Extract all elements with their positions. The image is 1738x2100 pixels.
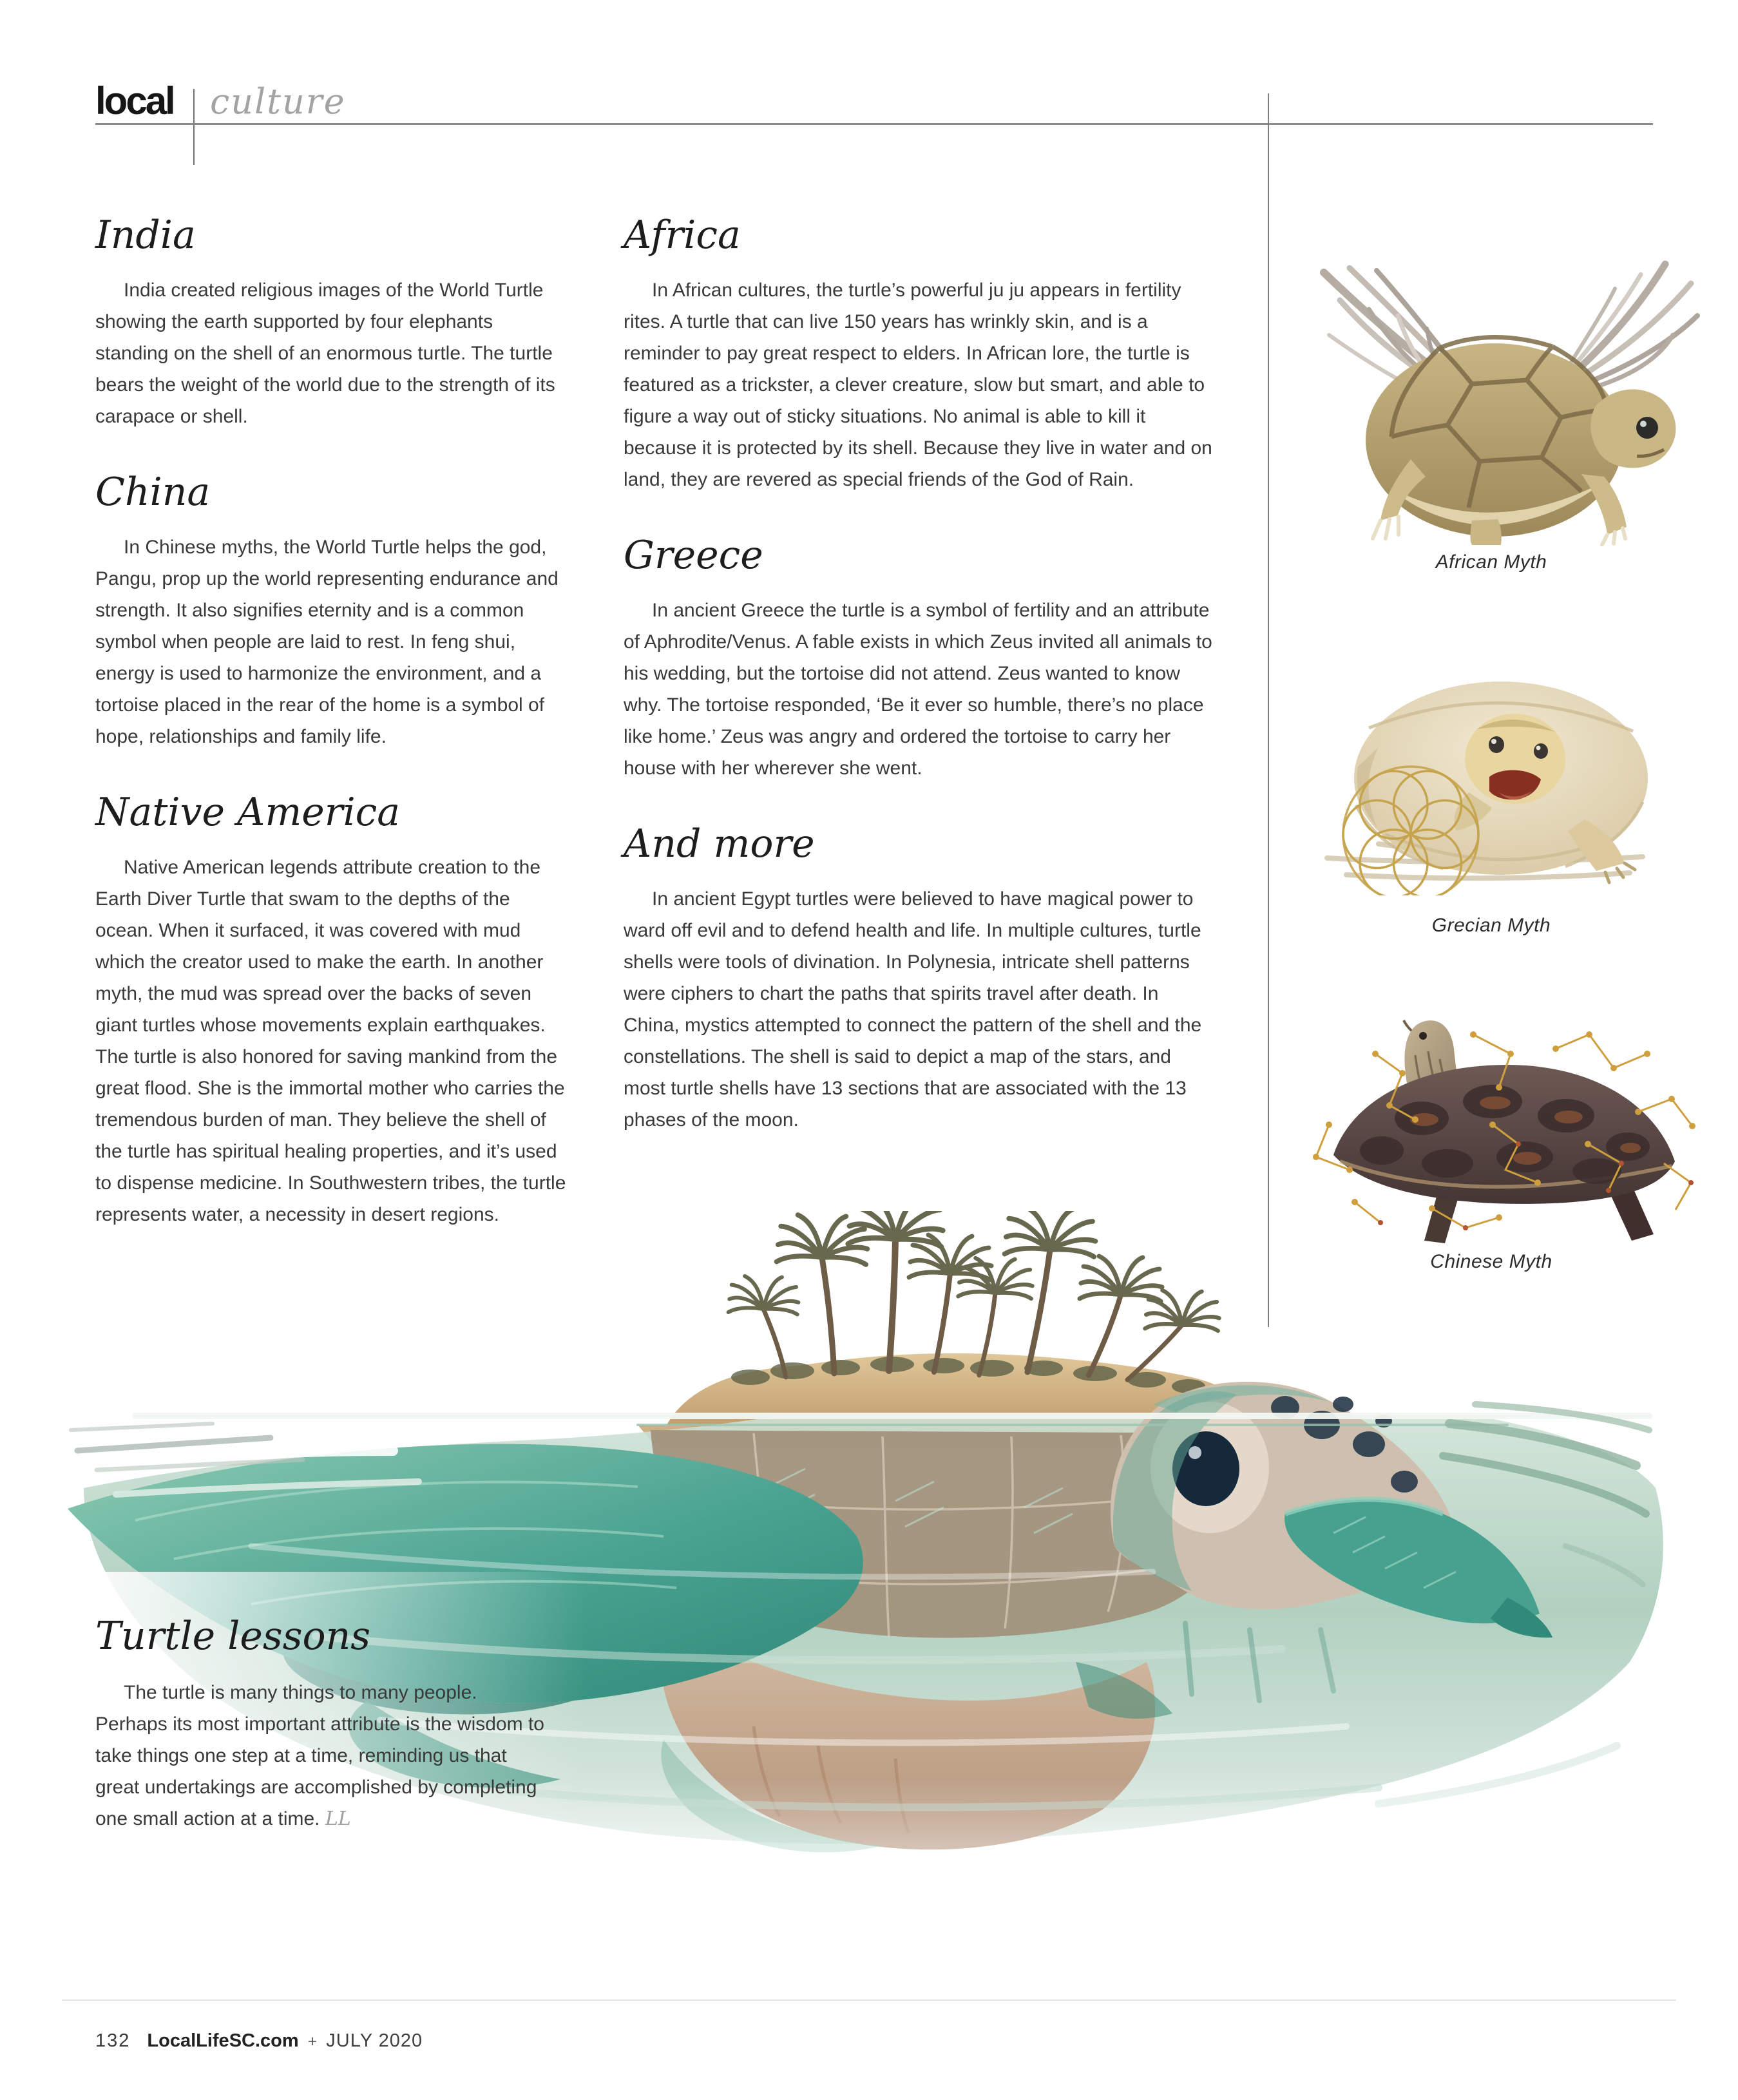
caption-grecian-myth: Grecian Myth <box>1431 915 1551 936</box>
tortoise-in-shell-illustration <box>1308 670 1681 895</box>
hind-left-leg <box>1471 519 1502 545</box>
figure-grecian-myth <box>1308 670 1681 895</box>
article-india <box>95 213 567 432</box>
article-greece <box>624 533 1216 784</box>
masthead-divider <box>193 89 195 165</box>
site-name: LocalLifeSC.com <box>147 2030 299 2051</box>
masthead-rule <box>95 123 1653 125</box>
end-mark: LL <box>325 1808 351 1830</box>
tortoise-head <box>1590 389 1676 468</box>
figure-african-myth <box>1279 237 1704 546</box>
left-column <box>95 213 567 1230</box>
article-africa <box>624 213 1216 495</box>
winged-tortoise-illustration <box>1279 237 1704 546</box>
article-body <box>95 1677 550 1835</box>
article-body: In ancient Greece the turtle is a symbol of fertility and an attribute of Aphrodite/Venus. A fable exists in which Zeus invited all animals to his wedding, but the tortoise did not attend. Zeus wanted to know why. The tortoise responded, ‘Be it ever so humble, there’s no place like home.’ Zeus was angry and ordered the tortoise to carry her house with her wherever she went. <box>624 600 1212 779</box>
article-heading: Greece <box>624 533 763 578</box>
footer-rule <box>62 2000 1676 2001</box>
article-heading: India <box>95 213 196 258</box>
article-heading: Turtle lessons <box>95 1614 371 1659</box>
page-number: 132 <box>95 2030 131 2051</box>
article-and-more <box>624 821 1216 1136</box>
article-heading: China <box>95 470 211 515</box>
closing-body-text: The turtle is many things to many people. Perhaps its most important attribute is the wisdom to take things one step at a time, reminding us that great undertakings are accomplished by completing one small action at a time. <box>95 1682 544 1829</box>
article-china <box>95 470 567 752</box>
article-native-america <box>95 790 567 1230</box>
tortoise-body <box>1366 337 1676 545</box>
article-body: In ancient Egypt turtles were believed to have magical power to ward off evil and to defend health and life. In multiple cultures, turtle shells were tools of divination. In Polynesia, intricate shell patterns were ciphers to chart the paths that spirits travel after death. In China, mystics attempted to connect the pattern of the shell and the constellations. The shell is said to depict a map of the stars, and most turtle shells have 13 sections that are associated with the 13 phases of the moon. <box>624 888 1202 1131</box>
article-body: In Chinese myths, the World Turtle helps the god, Pangu, prop up the world representing endurance and strength. It also signifies eternity and is a common symbol when people are laid to rest. In feng shui, energy is used to harmonize the environment, and a tortoise placed in the rear of the home is a symbol of hope, relationships and family life. <box>95 537 559 747</box>
sidebar-divider-line <box>1268 93 1269 1327</box>
article-heading: Native America <box>95 790 401 835</box>
right-column <box>624 213 1216 1136</box>
article-turtle-lessons <box>95 1614 550 1835</box>
footer-separator: + <box>307 2032 318 2050</box>
caption-african-myth: African Myth <box>1435 551 1547 573</box>
article-body: Native American legends attribute creation to the Earth Diver Turtle that swam to the depths of the ocean. When it surfaced, it was covered with mud which the creator used to make the earth. In another myth, the mud was spread over the backs of seven giant turtles whose movements explain earthquakes. The turtle is also honored for saving mankind from the great flood. She is the immortal mother who carries the tremendous burden of man. They believe the shell of the turtle has spiritual healing properties, and it’s used to dispense medicine. In Southwestern tribes, the turtle represents water, a necessity in desert regions. <box>95 857 566 1225</box>
section-title: culture <box>210 81 346 122</box>
footer <box>95 2030 423 2052</box>
article-body: India created religious images of the World Turtle showing the earth supported by four elephants standing on the shell of an enormous turtle. The turtle bears the weight of the world due to the strength of its carapace or shell. <box>95 280 555 427</box>
issue-date: JULY 2020 <box>326 2030 423 2051</box>
article-heading: Africa <box>624 213 741 258</box>
caption-chinese-myth: Chinese Myth <box>1430 1251 1552 1272</box>
article-body: In African cultures, the turtle’s powerful ju ju appears in fertility rites. A turtle that can live 150 years has wrinkly skin, and is a reminder to pay great respect to elders. In African lore, the turtle is featured as a trickster, a clever creature, slow but smart, and able to figure a way out of sticky situations. No animal is able to kill it because it is protected by its shell. Because they live in water and on land, they are revered as special friends of the God of Rain. <box>624 280 1212 490</box>
article-heading: And more <box>624 821 815 866</box>
local-logo: local <box>95 79 174 122</box>
